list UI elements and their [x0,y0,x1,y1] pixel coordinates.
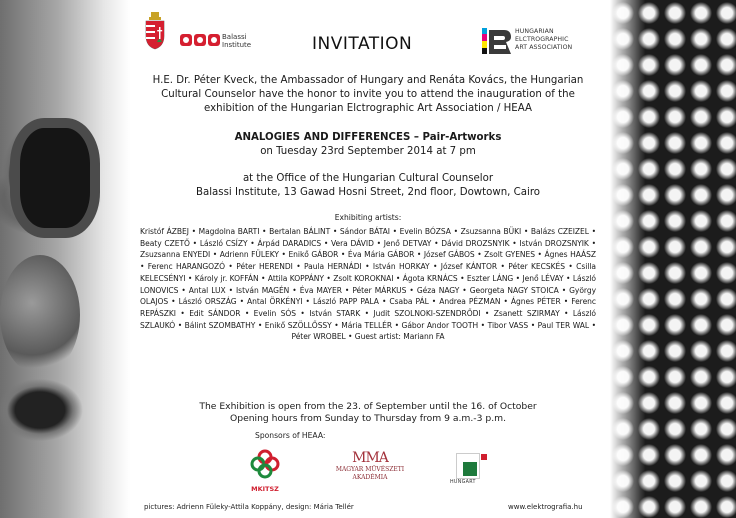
intro-line3: exhibition of the Hungarian Elctrographic Art Association / HEAA [204,103,532,114]
hungart-label: HUNGART [450,480,476,485]
dates-line2: Opening hours from Sunday to Thursday from 9 a.m.-3 p.m. [230,413,506,424]
dates-line1: The Exhibition is open from the 23. of September until the 16. of October [199,401,537,412]
mkitsz-knot-icon [250,449,280,479]
artists-heading: Exhibiting artists: [334,213,402,222]
page-title: INVITATION [312,34,413,54]
left-artwork-image [0,0,130,518]
hungarian-coat-of-arms-icon [144,12,166,50]
mma-sponsor-logo [328,450,412,481]
balassi-line1: Balassi [222,33,247,41]
venue-address [140,172,596,200]
venue-line1: at the Office of the Hungarian Cultural Counselor [242,173,494,184]
exhibition-title: ANALOGIES AND DIFFERENCES – Pair-Artworks [234,132,502,143]
hungart-sponsor-logo [450,451,490,491]
balassi-logo-icon [180,34,220,46]
mkitsz-label: MKITSZ [251,485,279,493]
artwork-ring-shape [10,118,100,238]
balassi-line2: Institute [222,41,252,49]
mma-mark: MMA [352,450,388,466]
header-logos [140,8,596,60]
sponsors-heading: Sponsors of HEAA: [255,431,326,440]
heaa-line1: HUNGARIAN [515,28,554,35]
balassi-institute-label [222,33,251,49]
footer-credits: pictures: Adrienn Füleky-Attila Koppány, design: Mária Tellér [144,503,354,511]
mma-line2: AKADÉMIA [352,473,388,481]
venue-line2: Balassi Institute, 13 Gawad Hosni Street, 2nd floor, Dowtown, Cairo [195,187,541,198]
artwork-blob-shape [0,255,80,375]
heaa-line3: ART ASSOCIATION [515,44,573,51]
mkitsz-sponsor-logo [247,449,283,491]
artists-list: Kristóf ÁZBEJ • Magdolna BARTI • Bertalan BÁLINT • Sándor BÁTAI • Evelin BÓZSA • Zsuzsanna BÜKI • Balázs CZEIZEL • Beaty CZETŐ • László CSÍZY • Árpád DARADICS • Vera DÁVID • Jenő DETVAY • Dávid DROZSNYIK • István DROZSNYIK • Zsuzsanna ENYEDI • Adrienn FÜLEKY • Enikő GÁBOR • Éva Mária GÁBOR • József GÁBOS • Zsolt GYENES • Ágnes HAÁSZ • Ferenc HARANGOZÓ • Péter HERENDI • Paula HERNÁDI • István HORKAY • József KÁNTOR • Péter KECSKÉS • Csilla KELECSÉNYI • Károly jr. KOFFÁN • Attila KOPPÁNY • Zsolt KOROKNAI • Ágota KRNÁCS • Eszter LÁNG • Jenő LÉVAY • László LONOVICS • Antal LUX • István MAGÉN • Éva MAYER • Péter MÁRKUS • Géza NAGY • Georgeta NAGY STOICA • György OLAJOS • László ORSZÁG • Antal ÖRKÉNYI • László PAPP PALA • Csaba PÁL • Andrea PÉZMAN • Ágnes PÉTER • Ferenc REPÁSZKI • Edit SÁNDOR • Evelin SÓS • István STARK • Judit SZOLNOKI-SZENDRŐDI • Zsanett SZIRMAY • László SZLAUKÓ • Bálint SZOMBATHY • Enikő SZÖLLŐSSY • Mária TELLÉR • Gábor Andor TOOTH • Tibor VASS • Paul TER WAL • Péter WROBEL • Guest artist: Mariann FA [140,227,596,342]
mma-line1: MAGYAR MŰVÉSZETI [335,466,405,473]
heaa-line2: ELCTROGRAPHIC [515,36,569,43]
opening-dates [140,401,596,425]
intro-line2: Cultural Counselor have the honor to invite you to attend the inauguration of the [161,89,575,100]
right-artwork-image [610,0,736,518]
exhibition-date: on Tuesday 23rd September 2014 at 7 pm [260,146,476,157]
hungart-box-icon [456,453,480,479]
intro-line1: H.E. Dr. Péter Kveck, the Ambassador of Hungary and Renáta Kovács, the Hungarian [152,75,584,86]
heaa-label [515,28,572,52]
heaa-logo-icon [482,28,512,54]
footer-url[interactable]: www.elektrografia.hu [508,503,583,511]
invitation-intro [140,74,596,116]
